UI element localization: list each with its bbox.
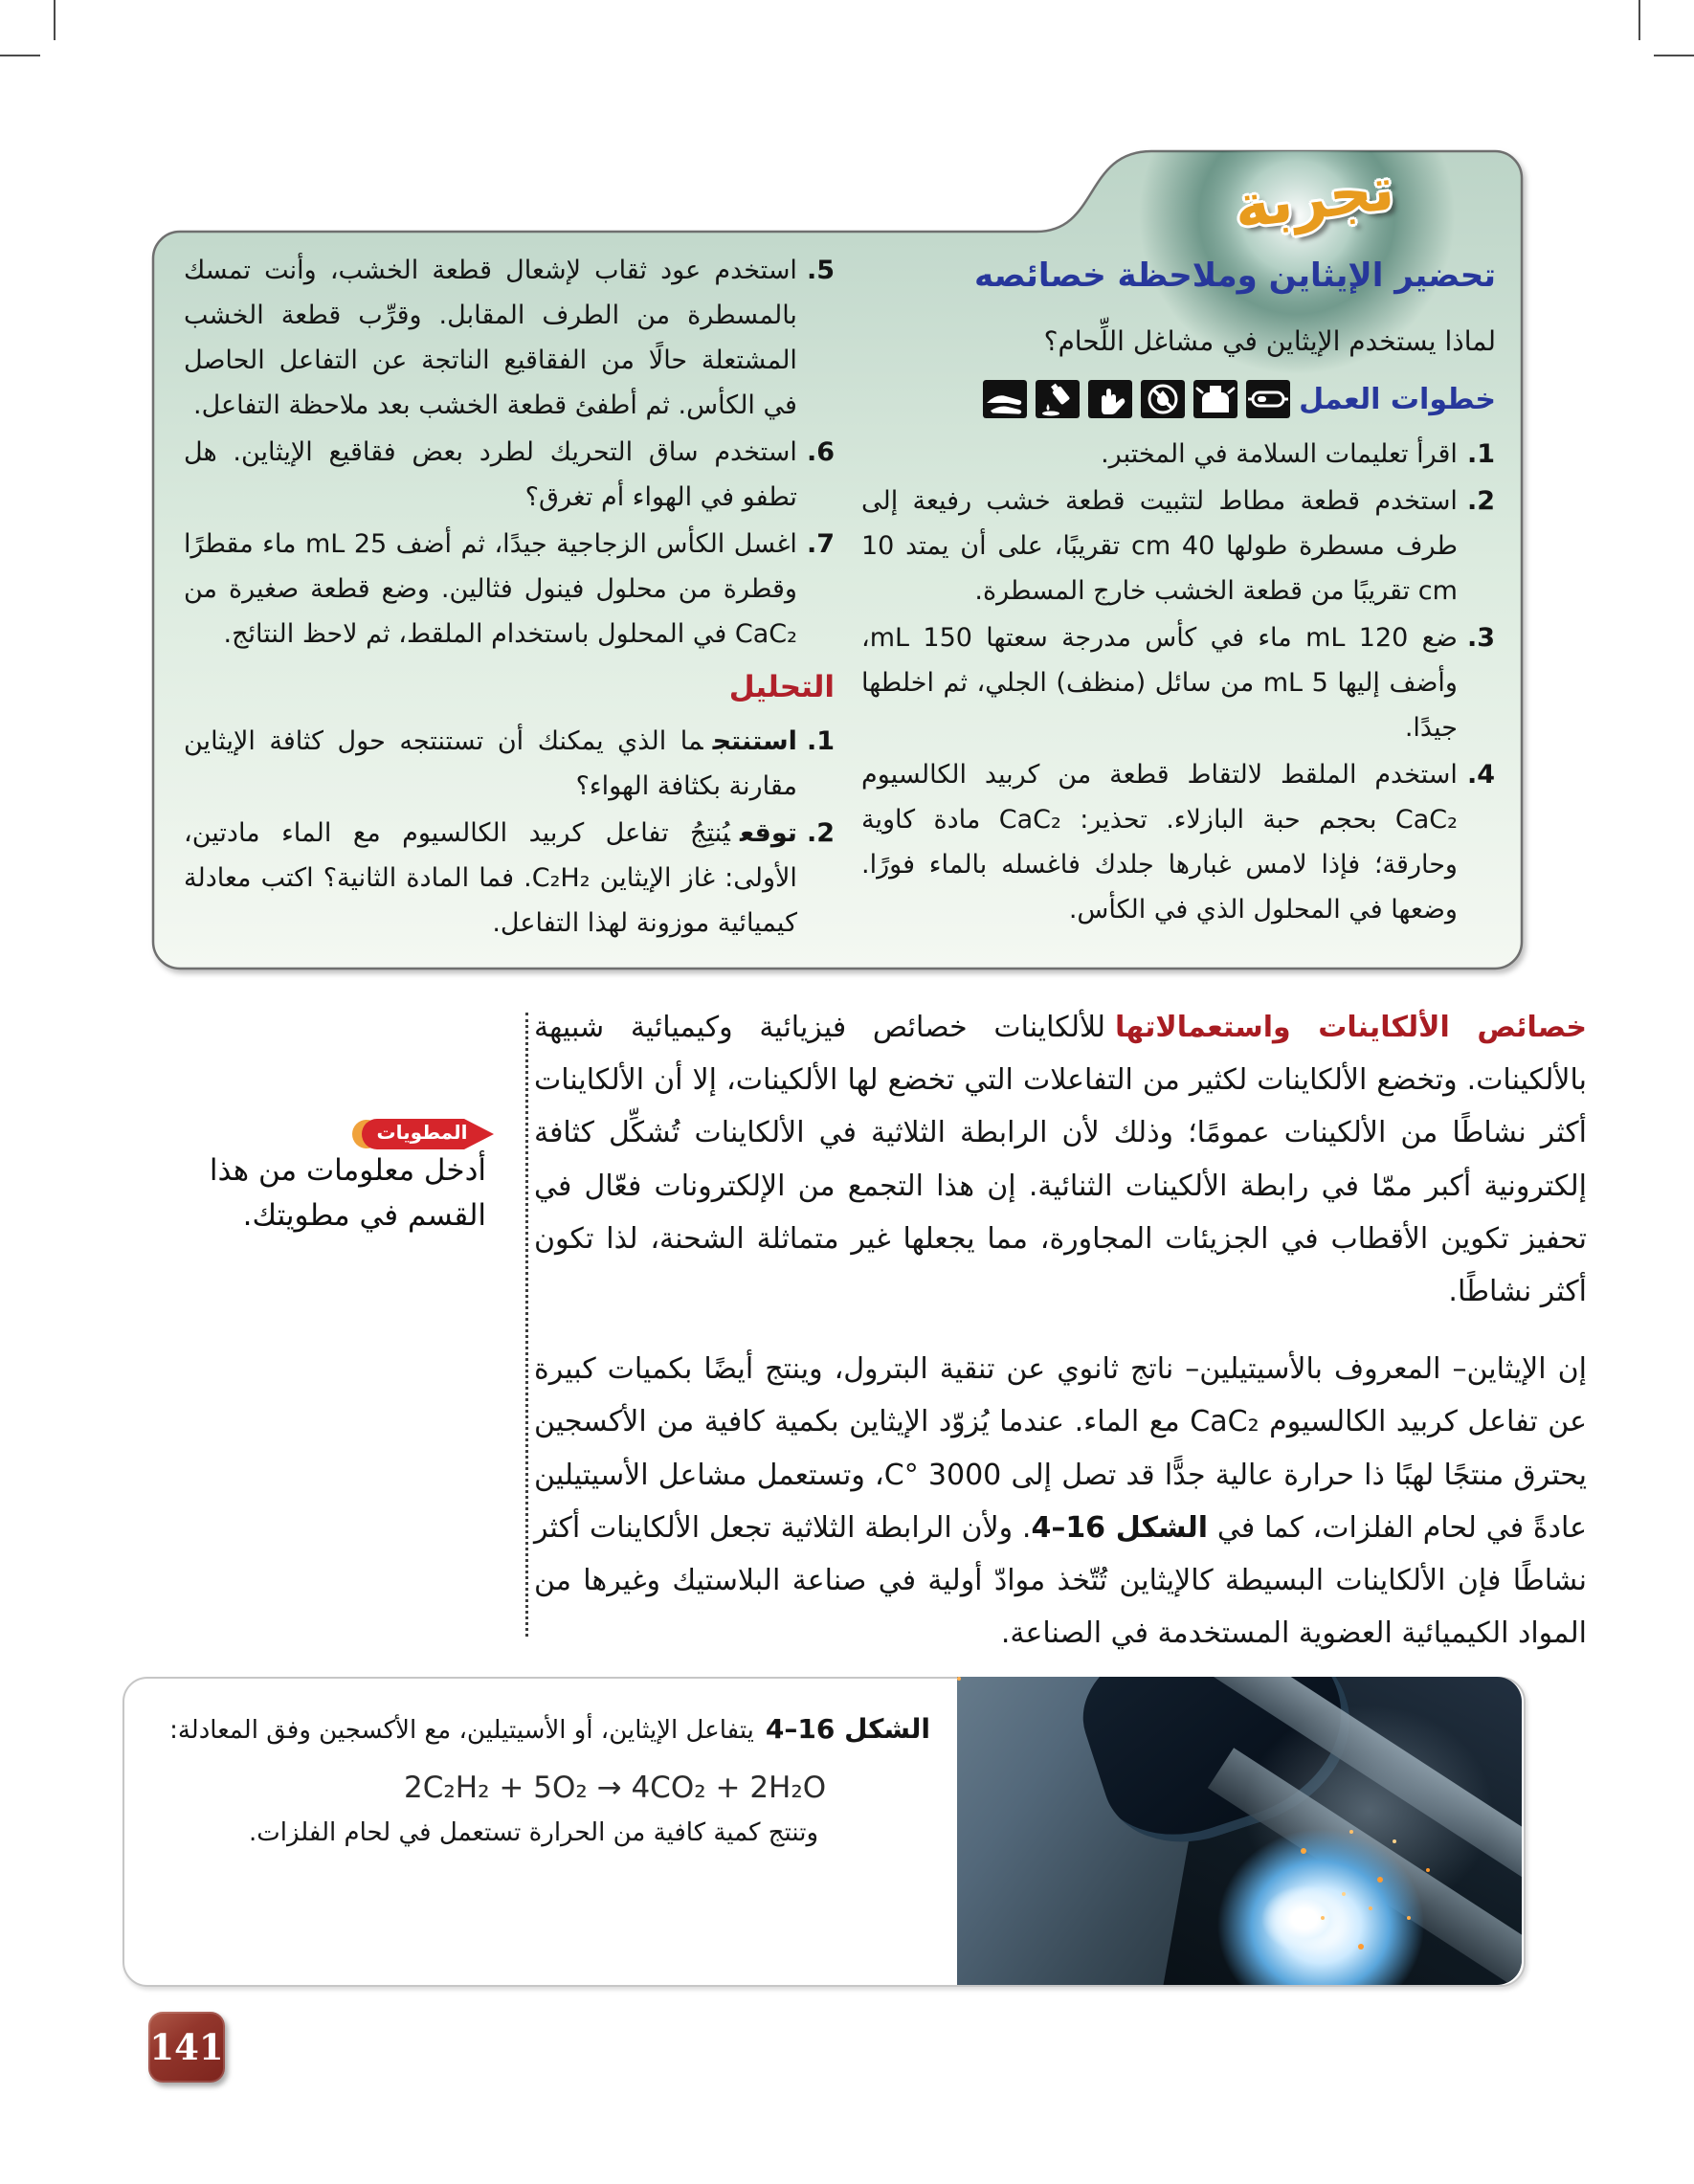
steps-list-left (184, 249, 835, 659)
analysis-keyword: استنتج (712, 726, 797, 756)
welding-sparks (957, 1677, 961, 1681)
analysis-text: ما الذي يمكنك أن تستنتجه حول كثافة الإيثاين مقارنة بكثافة الهواء؟ (184, 726, 797, 801)
figure-caption-intro: يتفاعل الإيثاين، أو الأسيتيلين، مع الأكسجين وفق المعادلة: (169, 1716, 754, 1745)
step-3 (861, 616, 1495, 751)
paragraph-text: إن الإيثاين– المعروف بالأسيتيلين– ناتج ثانوي عن تنقية البترول، وينتج أيضًا بكميات كبيرة عن تفاعل كربيد الكالسيوم CaC₂ مع الماء. عندما يُزوّد الإيثاين بكمية كافية من الأكسجين يحترق منتجًا لهبًا ذا حرارة عالية جدًّا قد تصل إلى 3000 °C، وتستعمل مشاعل الأسيتيلين عادةً في لحام الفلزات، كما في (534, 1352, 1587, 1545)
work-steps-heading: خطوات العمل (1299, 382, 1496, 416)
step-number: 2. (1466, 485, 1495, 516)
analysis-item-1 (184, 720, 835, 810)
step-number: 7. (806, 528, 835, 559)
page-number-badge: 141 (148, 2012, 225, 2083)
analysis-number: 1. (806, 726, 835, 756)
crop-mark-top-right-vertical (1638, 0, 1640, 40)
no-open-flame-icon (1141, 380, 1185, 418)
section-lead-in: خصائص الألكاينات واستعمالاتها (1115, 1011, 1588, 1044)
figure-label: الشكل 16–4 (765, 1713, 930, 1745)
step-text: اغسل الكأس الزجاجية جيدًا، ثم أضف 25 mL ماء مقطرًا وقطرة من محلول فينول فثالين. وضع قطعة صغيرة من CaC₂ في المحلول باستخدام الملقط، ثم لاحظ النتائج. (184, 528, 797, 649)
step-text: استخدم الملقط لالتقاط قطعة من كربيد الكالسيوم CaC₂ بحجم حبة البازلاء. تحذير: CaC₂ مادة كاوية وحارقة؛ فإذا لامس غبارها جلدك فاغسله بالماء فورًا. وضعها في المحلول الذي في الكأس. (861, 759, 1458, 925)
figure-caption-line (169, 1713, 930, 1745)
step-text: ضع 120 mL ماء في كأس مدرجة سعتها 150 mL، وأضف إليها 5 mL من سائل (منظف) الجلي، ثم اخلطها جيدًا. (861, 622, 1458, 743)
paragraph-uses (534, 1343, 1587, 1660)
analysis-list (184, 720, 835, 948)
paragraph-properties (534, 1001, 1587, 1318)
step-4 (861, 753, 1495, 933)
paragraph-text: للألكاينات خصائص فيزيائية وكيميائية شبيهة بالألكينات. وتخضع الألكاينات لكثير من التفاعلات التي تخضع لها الألكينات، إلا أن الألكاينات أكثر نشاطًا من الألكينات عمومًا؛ وذلك لأن الرابطة الثلاثية في الألكاينات تُشكِّل كثافة إلكترونية أكبر ممّا في رابطة الألكينات الثنائية. إن هذا التجمع من الإلكترونات فعّال في تحفيز تكوين الأقطاب في الجزيئات المجاورة، مما يجعلها غير متماثلة الشحنة، لذا تكون أكثر نشاطًا. (534, 1011, 1587, 1308)
welding-arc (1261, 1885, 1348, 1952)
crop-mark-top-left-vertical (54, 0, 56, 40)
welding-photo (957, 1677, 1522, 1985)
work-steps-header-row (859, 380, 1496, 418)
step-6 (184, 431, 835, 521)
analysis-heading: التحليل (728, 670, 835, 704)
analysis-number: 2. (806, 817, 835, 848)
step-text: اقرأ تعليمات السلامة في المختبر. (1101, 439, 1458, 469)
step-number: 1. (1466, 439, 1495, 469)
step-text: استخدم قطعة مطاط لتثبيت قطعة خشب رفيعة إلى طرف مسطرة طولها 40 cm تقريبًا، على أن يمتد 10 cm تقريبًا من قطعة الخشب خارج المسطرة. (861, 485, 1458, 606)
section-body (534, 1001, 1587, 1684)
goggles-icon (1246, 380, 1290, 418)
gloves-icon (1088, 380, 1132, 418)
step-number: 6. (806, 436, 835, 467)
analysis-text: يُنتِجُ تفاعل كربيد الكالسيوم مع الماء مادتين، الأولى: غاز الإيثاين C₂H₂. فما المادة الثانية؟ اكتب معادلة كيميائية موزونة لهذا التفاعل. (184, 817, 797, 938)
figure-caption-end: وتنتج كمية كافية من الحرارة تستعمل في لحام الفلزات. (249, 1818, 819, 1847)
step-1 (861, 433, 1495, 478)
experiment-badge: تجربة (1230, 153, 1398, 242)
crop-mark-top-right-horizontal (1654, 55, 1694, 56)
experiment-question: لماذا يستخدم الإيثاين في مشاغل اللِّحام؟ (1043, 325, 1496, 357)
figure-equation: 2C₂H₂ + 5O₂ → 4CO₂ + 2H₂O (404, 1771, 827, 1805)
experiment-title: تحضير الإيثاين وملاحظة خصائصه (974, 256, 1496, 295)
figure-reference: الشكل 16–4 (1031, 1510, 1209, 1545)
step-number: 3. (1466, 622, 1495, 653)
step-text: استخدم عود ثقاب لإشعال قطعة الخشب، وأنت تمسك بالمسطرة من الطرف المقابل. وقرِّب قطعة الخشب المشتعلة حالًا من الفقاقيع الناتجة عن التفاعل الحاصل في الكأس. ثم أطفئ قطعة الخشب بعد ملاحظة التفاعل. (184, 256, 797, 420)
section-divider-dotted-line (525, 1013, 528, 1637)
analysis-keyword: توقع (739, 817, 797, 848)
step-text: استخدم ساق التحريك لطرد بعض فقاقيع الإيثاين. هل تطفو في الهواء أم تغرق؟ (184, 436, 797, 512)
figure-16-4 (123, 1677, 1526, 1987)
steps-list-right (861, 433, 1495, 935)
corrosive-chemicals-icon (1036, 380, 1080, 418)
step-7 (184, 523, 835, 657)
foldables-tab-label: المطويات (376, 1121, 468, 1144)
step-number: 4. (1466, 759, 1495, 790)
step-2 (861, 479, 1495, 614)
crop-mark-top-left-horizontal (0, 55, 40, 56)
step-number: 5. (806, 256, 835, 285)
paragraph-text: . ولأن الرابطة الثلاثية تجعل الألكاينات أكثر نشاطًا فإن الألكاينات البسيطة كالإيثاين تُتّخذ موادّ أولية في صناعة البلاستيك وغيرها من المواد الكيميائية العضوية المستخدمة في الصناعة. (534, 1510, 1587, 1651)
apron-icon (1193, 380, 1237, 418)
hand-washing-icon (983, 380, 1027, 418)
analysis-item-2 (184, 812, 835, 947)
foldables-note: أدخل معلومات من هذا القسم في مطويتك. (209, 1153, 486, 1233)
step-5 (184, 249, 835, 429)
